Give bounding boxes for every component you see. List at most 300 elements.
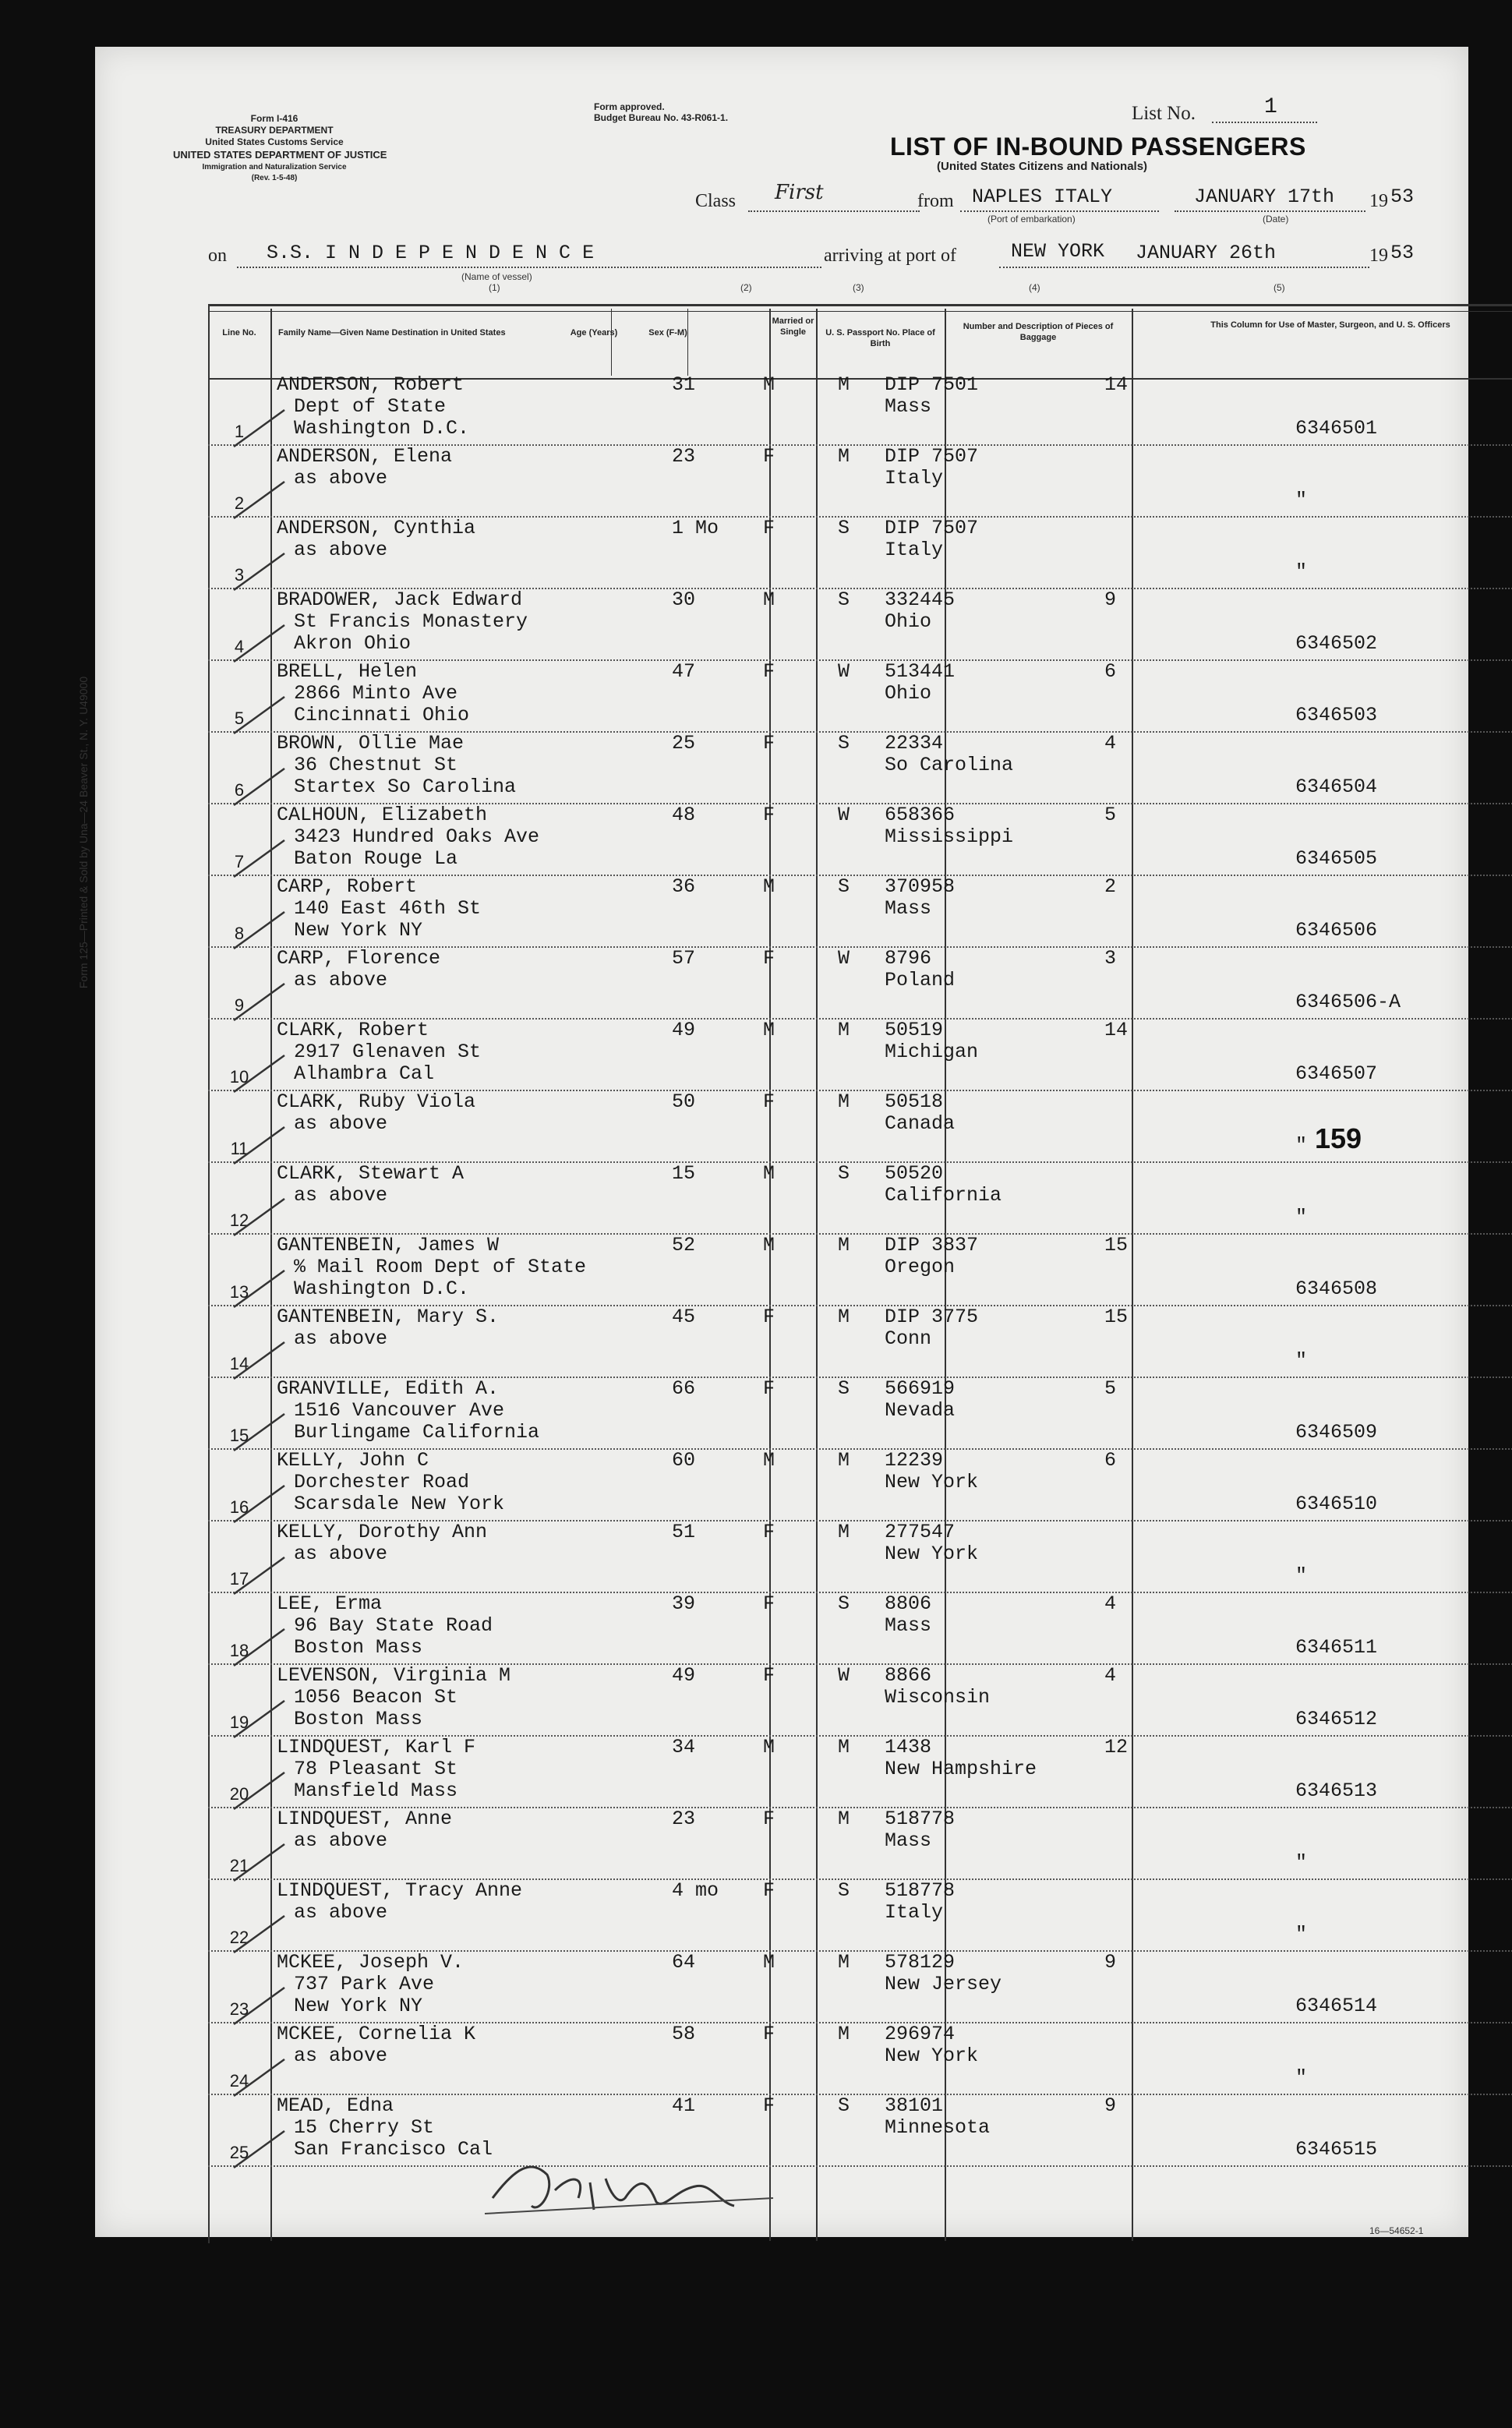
sex: F (763, 1306, 775, 1328)
passport-number: 8866 (885, 1664, 932, 1687)
check-mark-icon (230, 1336, 292, 1383)
sex: F (763, 1521, 775, 1543)
destination-line-1: 15 Cherry St (294, 2116, 435, 2139)
officer-number: 6346506 (1295, 919, 1378, 942)
baggage-count: 9 (1104, 1951, 1117, 1974)
sex: F (763, 517, 775, 539)
destination-line-1: as above (294, 2045, 388, 2067)
officer-number: 6346515 (1295, 2138, 1378, 2161)
age: 25 (672, 732, 696, 755)
sex: M (763, 1234, 775, 1256)
embarkation-caption: (Port of embarkation) (987, 214, 1076, 224)
place-of-birth: Italy (885, 539, 944, 561)
destination-line-1: 1056 Beacon St (294, 1686, 458, 1709)
destination-line-1: as above (294, 467, 388, 489)
table-row (208, 1305, 1512, 1378)
marital-status: M (838, 373, 850, 396)
passenger-name: BRELL, Helen (277, 660, 418, 683)
arrival-year: 53 (1390, 242, 1415, 264)
line-number: 6 (234, 780, 245, 800)
table-row (208, 875, 1512, 948)
arrival-line (999, 267, 1369, 268)
departure-year-prefix: 19 (1369, 191, 1388, 211)
baggage-count: 15 (1104, 1306, 1129, 1328)
passport-number: DIP 7507 (885, 445, 979, 468)
table-row (208, 1950, 1512, 2023)
place-of-birth: Wisconsin (885, 1686, 991, 1709)
age: 39 (672, 1592, 696, 1615)
officer-number: 6346514 (1295, 1995, 1378, 2017)
passport-number: 12239 (885, 1449, 944, 1472)
place-of-birth: Mass (885, 897, 932, 920)
sex: F (763, 1808, 775, 1830)
baggage-count: 2 (1104, 875, 1117, 898)
check-mark-icon (230, 2053, 292, 2100)
passenger-name: LINDQUEST, Karl F (277, 1736, 476, 1758)
passenger-name: ANDERSON, Elena (277, 445, 453, 468)
marital-status: M (838, 1808, 850, 1830)
destination-line-1: 2917 Glenaven St (294, 1041, 482, 1063)
marital-status: W (838, 947, 850, 970)
destination-line-2: Scarsdale New York (294, 1493, 505, 1515)
destination-line-1: % Mail Room Dept of State (294, 1256, 587, 1278)
table-row (208, 1592, 1512, 1665)
passport-number: DIP 3837 (885, 1234, 979, 1256)
place-of-birth: Minnesota (885, 2116, 991, 2139)
place-of-birth: Poland (885, 969, 956, 991)
class-label: Class (695, 191, 737, 211)
check-mark-icon (230, 2125, 292, 2172)
printer-credit: Form 125—Printed & Sold by Una—24 Beaver St., N. Y. U49000 (77, 676, 90, 989)
passenger-name: ANDERSON, Robert (277, 373, 465, 396)
list-no-label: List No. (1132, 103, 1196, 124)
destination-line-2: San Francisco Cal (294, 2138, 493, 2161)
passenger-name: MEAD, Edna (277, 2094, 394, 2117)
destination-line-2: Boston Mass (294, 1636, 423, 1659)
line-number: 3 (234, 565, 245, 585)
destination-line-1: 96 Bay State Road (294, 1614, 493, 1637)
marital-status: S (838, 875, 850, 898)
passenger-name: KELLY, John C (277, 1449, 429, 1472)
passport-number: 332445 (885, 588, 956, 611)
table-row (208, 731, 1512, 804)
officer-number: 6346506-A (1295, 991, 1401, 1013)
date-caption: (Date) (1263, 214, 1289, 224)
age: 15 (672, 1162, 696, 1185)
age: 45 (672, 1306, 696, 1328)
marital-status: M (838, 445, 850, 468)
place-of-birth: Ohio (885, 610, 932, 633)
col-number-3: (3) (853, 282, 864, 293)
officer-number: 6346507 (1295, 1062, 1378, 1085)
embarkation-port: NAPLES ITALY (972, 186, 1113, 208)
document-subtitle: (United States Citizens and Nationals) (937, 160, 1148, 173)
marital-status: M (838, 1234, 850, 1256)
destination-line-1: 3423 Hundred Oaks Ave (294, 825, 540, 848)
arrival-year-prefix: 19 (1369, 246, 1388, 266)
check-mark-icon (230, 547, 292, 594)
destination-line-1: 737 Park Ave (294, 1973, 435, 1995)
check-mark-icon (230, 1049, 292, 1096)
passenger-name: CARP, Robert (277, 875, 418, 898)
table-row (208, 516, 1512, 589)
destination-line-1: as above (294, 539, 388, 561)
line-number: 5 (234, 709, 245, 728)
check-mark-icon (230, 1193, 292, 1239)
header-age: Age (Years) (570, 328, 618, 338)
sex: F (763, 445, 775, 468)
footer-code: 16—54652-1 (1369, 2225, 1424, 2236)
check-mark-icon (230, 1264, 292, 1311)
list-no-value: 1 (1264, 95, 1277, 119)
check-mark-icon (230, 619, 292, 666)
arrival-port: NEW YORK (1011, 240, 1105, 263)
officer-number: " (1295, 1206, 1308, 1228)
place-of-birth: Mass (885, 395, 932, 418)
table-row (208, 1520, 1512, 1593)
line-number: 8 (234, 924, 245, 943)
check-mark-icon (230, 762, 292, 809)
destination-line-1: 36 Chestnut St (294, 754, 458, 776)
sex: F (763, 1664, 775, 1687)
age: 58 (672, 2023, 696, 2045)
check-mark-icon (230, 1838, 292, 1885)
place-of-birth: New York (885, 1543, 979, 1565)
sex: M (763, 1162, 775, 1185)
on-label: on (208, 246, 227, 266)
manifest-page (77, 47, 1468, 2237)
age: 30 (672, 588, 696, 611)
passport-number: 8796 (885, 947, 932, 970)
table-row (208, 1377, 1512, 1450)
marital-status: M (838, 1306, 850, 1328)
check-mark-icon (230, 1479, 292, 1526)
officer-number: " (1295, 560, 1308, 583)
check-mark-icon (230, 1766, 292, 1813)
destination-line-1: as above (294, 1184, 388, 1207)
passport-number: DIP 7501 (885, 373, 979, 396)
officer-number: 6346510 (1295, 1493, 1378, 1515)
marital-status: M (838, 1521, 850, 1543)
destination-line-1: 2866 Minto Ave (294, 682, 458, 705)
line-number: 22 (229, 1928, 249, 1947)
line-number: 9 (234, 995, 245, 1015)
age: 64 (672, 1951, 696, 1974)
place-of-birth: Mass (885, 1829, 932, 1852)
arrival-date: JANUARY 26th (1136, 242, 1277, 264)
destination-line-2: Washington D.C. (294, 417, 470, 440)
destination-line-1: 140 East 46th St (294, 897, 482, 920)
check-mark-icon (230, 1623, 292, 1670)
age: 47 (672, 660, 696, 683)
arriving-label: arriving at port of (824, 246, 956, 266)
destination-line-2: Burlingame California (294, 1421, 540, 1444)
passenger-name: LEVENSON, Virginia M (277, 1664, 511, 1687)
passport-number: DIP 7507 (885, 517, 979, 539)
destination-line-2: New York NY (294, 1995, 423, 2017)
destination-line-1: St Francis Monastery (294, 610, 528, 633)
destination-line-2: Mansfield Mass (294, 1779, 458, 1802)
passenger-name: CALHOUN, Elizabeth (277, 804, 488, 826)
marital-status: S (838, 1879, 850, 1902)
passenger-name: CLARK, Ruby Viola (277, 1090, 476, 1113)
sex: F (763, 1377, 775, 1400)
officer-number: " (1295, 1564, 1308, 1587)
officer-number: " (1295, 1923, 1308, 1946)
destination-line-2: New York NY (294, 919, 423, 942)
destination-line-1: 78 Pleasant St (294, 1758, 458, 1780)
marital-status: W (838, 804, 850, 826)
header-married: Married or Single (772, 316, 814, 337)
sex: M (763, 1951, 775, 1974)
line-number: 1 (234, 422, 245, 441)
age: 51 (672, 1521, 696, 1543)
age: 50 (672, 1090, 696, 1113)
passport-number: 578129 (885, 1951, 956, 1974)
col-number-5: (5) (1274, 282, 1285, 293)
destination-line-2: Akron Ohio (294, 632, 412, 655)
table-row (208, 1807, 1512, 1880)
line-number: 10 (229, 1067, 249, 1087)
from-line (960, 210, 1159, 212)
place-of-birth: Canada (885, 1112, 956, 1135)
line-number: 17 (229, 1569, 249, 1589)
marital-status: M (838, 1449, 850, 1472)
table-row (208, 444, 1512, 518)
passport-number: 1438 (885, 1736, 932, 1758)
place-of-birth: Mississippi (885, 825, 1014, 848)
passenger-name: KELLY, Dorothy Ann (277, 1521, 488, 1543)
destination-line-2: Alhambra Cal (294, 1062, 435, 1085)
departure-date: JANUARY 17th (1194, 186, 1335, 208)
header-double-line (210, 311, 1512, 312)
passenger-name: CARP, Florence (277, 947, 441, 970)
line-number: 24 (229, 2071, 249, 2090)
baggage-count: 15 (1104, 1234, 1129, 1256)
line-number: 18 (229, 1641, 249, 1660)
age: 4 mo (672, 1879, 719, 1902)
passport-number: 277547 (885, 1521, 956, 1543)
line-number: 23 (229, 1999, 249, 2019)
place-of-birth: So Carolina (885, 754, 1014, 776)
destination-line-2: Cincinnati Ohio (294, 704, 470, 726)
table-row (208, 946, 1512, 1020)
signature (461, 2143, 835, 2229)
place-of-birth: Conn (885, 1327, 932, 1350)
check-mark-icon (230, 1695, 292, 1741)
marital-status: M (838, 1951, 850, 1974)
place-of-birth: Italy (885, 467, 944, 489)
age: 60 (672, 1449, 696, 1472)
passport-number: 518778 (885, 1879, 956, 1902)
table-row (208, 803, 1512, 876)
header-sex: Sex (F-M) (648, 328, 687, 338)
baggage-count: 4 (1104, 1592, 1117, 1615)
destination-line-2: Startex So Carolina (294, 776, 517, 798)
baggage-count: 9 (1104, 588, 1117, 611)
revision: (Rev. 1-5-48) (251, 174, 298, 182)
table-row (208, 1735, 1512, 1808)
passport-number: 22334 (885, 732, 944, 755)
list-no-line (1212, 122, 1317, 123)
passport-number: 50520 (885, 1162, 944, 1185)
officer-number: 6346503 (1295, 704, 1378, 726)
place-of-birth: California (885, 1184, 1002, 1207)
check-mark-icon (230, 834, 292, 881)
table-row (208, 588, 1512, 661)
officer-number: " (1295, 489, 1308, 511)
line-number: 19 (229, 1712, 249, 1732)
table-row (208, 373, 1512, 446)
place-of-birth: Ohio (885, 682, 932, 705)
place-of-birth: New Hampshire (885, 1758, 1037, 1780)
age: 49 (672, 1019, 696, 1041)
baggage-count: 9 (1104, 2094, 1117, 2117)
baggage-count: 4 (1104, 1664, 1117, 1687)
place-of-birth: Italy (885, 1901, 944, 1924)
customs-heading: United States Customs Service (205, 136, 344, 147)
passenger-name: BROWN, Ollie Mae (277, 732, 465, 755)
line-number: 4 (234, 637, 245, 656)
table-row (208, 1018, 1512, 1091)
line-number: 11 (230, 1139, 249, 1158)
place-of-birth: New York (885, 1471, 979, 1493)
check-mark-icon (230, 906, 292, 952)
col-number-4: (4) (1029, 282, 1040, 293)
officer-number: 6346513 (1295, 1779, 1378, 1802)
passenger-name: ANDERSON, Cynthia (277, 517, 476, 539)
marital-status: S (838, 2094, 850, 2117)
age: 23 (672, 445, 696, 468)
officer-number: 6346501 (1295, 417, 1378, 440)
line-number: 7 (234, 852, 245, 871)
officer-number: " (1295, 1134, 1308, 1157)
check-mark-icon (230, 1408, 292, 1454)
baggage-count: 14 (1104, 373, 1129, 396)
table-row (208, 1448, 1512, 1521)
line-number: 14 (229, 1354, 249, 1373)
line-number: 2 (234, 493, 245, 513)
baggage-count: 4 (1104, 732, 1117, 755)
sex: M (763, 373, 775, 396)
age: 23 (672, 1808, 696, 1830)
officer-number: 6346512 (1295, 1708, 1378, 1730)
vessel-line (237, 267, 821, 268)
age: 41 (672, 2094, 696, 2117)
passport-number: 50519 (885, 1019, 944, 1041)
table-row (208, 1663, 1512, 1737)
destination-line-1: as above (294, 1829, 388, 1852)
destination-line-1: Dorchester Road (294, 1471, 470, 1493)
vessel-caption: (Name of vessel) (461, 271, 532, 282)
check-mark-icon (230, 977, 292, 1024)
class-value: First (775, 181, 824, 204)
sex: M (763, 1019, 775, 1041)
vessel-name: S.S. I N D E P E N D E N C E (267, 242, 595, 264)
baggage-count: 6 (1104, 1449, 1117, 1472)
destination-line-1: as above (294, 1901, 388, 1924)
table-row (208, 1233, 1512, 1306)
officer-number: 6346502 (1295, 632, 1378, 655)
place-of-birth: New Jersey (885, 1973, 1002, 1995)
ins-heading: Immigration and Naturalization Service (202, 163, 347, 171)
baggage-count: 3 (1104, 947, 1117, 970)
passenger-name: GANTENBEIN, Mary S. (277, 1306, 500, 1328)
col-number-2: (2) (740, 282, 752, 293)
from-label: from (917, 191, 954, 211)
sex: M (763, 1736, 775, 1758)
passport-number: 513441 (885, 660, 956, 683)
sex: F (763, 732, 775, 755)
place-of-birth: Mass (885, 1614, 932, 1637)
check-mark-icon (230, 404, 292, 451)
place-of-birth: Michigan (885, 1041, 979, 1063)
line-number: 13 (229, 1282, 249, 1302)
age: 49 (672, 1664, 696, 1687)
table-row (208, 1878, 1512, 1952)
place-of-birth: New York (885, 2045, 979, 2067)
passenger-name: MCKEE, Joseph V. (277, 1951, 465, 1974)
marital-status: M (838, 1736, 850, 1758)
sex: F (763, 1879, 775, 1902)
table-row (208, 2022, 1512, 2095)
baggage-count: 14 (1104, 1019, 1129, 1041)
doj-heading: UNITED STATES DEPARTMENT OF JUSTICE (173, 149, 387, 161)
marital-status: S (838, 1162, 850, 1185)
sex: F (763, 1592, 775, 1615)
baggage-count: 12 (1104, 1736, 1129, 1758)
baggage-count: 5 (1104, 804, 1117, 826)
passport-number: 566919 (885, 1377, 956, 1400)
sex: F (763, 1090, 775, 1113)
passport-number: 296974 (885, 2023, 956, 2045)
destination-line-2: Washington D.C. (294, 1278, 470, 1300)
passport-number: 658366 (885, 804, 956, 826)
col-number-1: (1) (489, 282, 500, 293)
age: 36 (672, 875, 696, 898)
stamp-number: 159 (1315, 1122, 1362, 1154)
table-row (208, 659, 1512, 733)
passenger-name: LINDQUEST, Tracy Anne (277, 1879, 523, 1902)
place-of-birth: Oregon (885, 1256, 956, 1278)
col-divider (687, 309, 688, 376)
officer-number: " (1295, 2066, 1308, 2089)
marital-status: S (838, 588, 850, 611)
age: 34 (672, 1736, 696, 1758)
check-mark-icon (230, 1551, 292, 1598)
header-line-no: Line No. (222, 328, 256, 338)
age: 57 (672, 947, 696, 970)
age: 66 (672, 1377, 696, 1400)
destination-line-1: as above (294, 969, 388, 991)
destination-line-1: as above (294, 1112, 388, 1135)
line-number: 21 (229, 1856, 249, 1875)
age: 1 Mo (672, 517, 719, 539)
age: 31 (672, 373, 696, 396)
passenger-name: GANTENBEIN, James W (277, 1234, 500, 1256)
destination-line-1: 1516 Vancouver Ave (294, 1399, 505, 1422)
baggage-count: 6 (1104, 660, 1117, 683)
check-mark-icon (230, 475, 292, 522)
line-number: 25 (229, 2143, 249, 2162)
marital-status: S (838, 1592, 850, 1615)
departure-year: 53 (1390, 186, 1415, 208)
sex: F (763, 2023, 775, 2045)
header-name: Family Name—Given Name Destination in United States (278, 328, 506, 338)
passenger-name: GRANVILLE, Edith A. (277, 1377, 500, 1400)
header-passport: U. S. Passport No. Place of Birth (825, 328, 935, 348)
destination-line-2: Baton Rouge La (294, 847, 458, 870)
